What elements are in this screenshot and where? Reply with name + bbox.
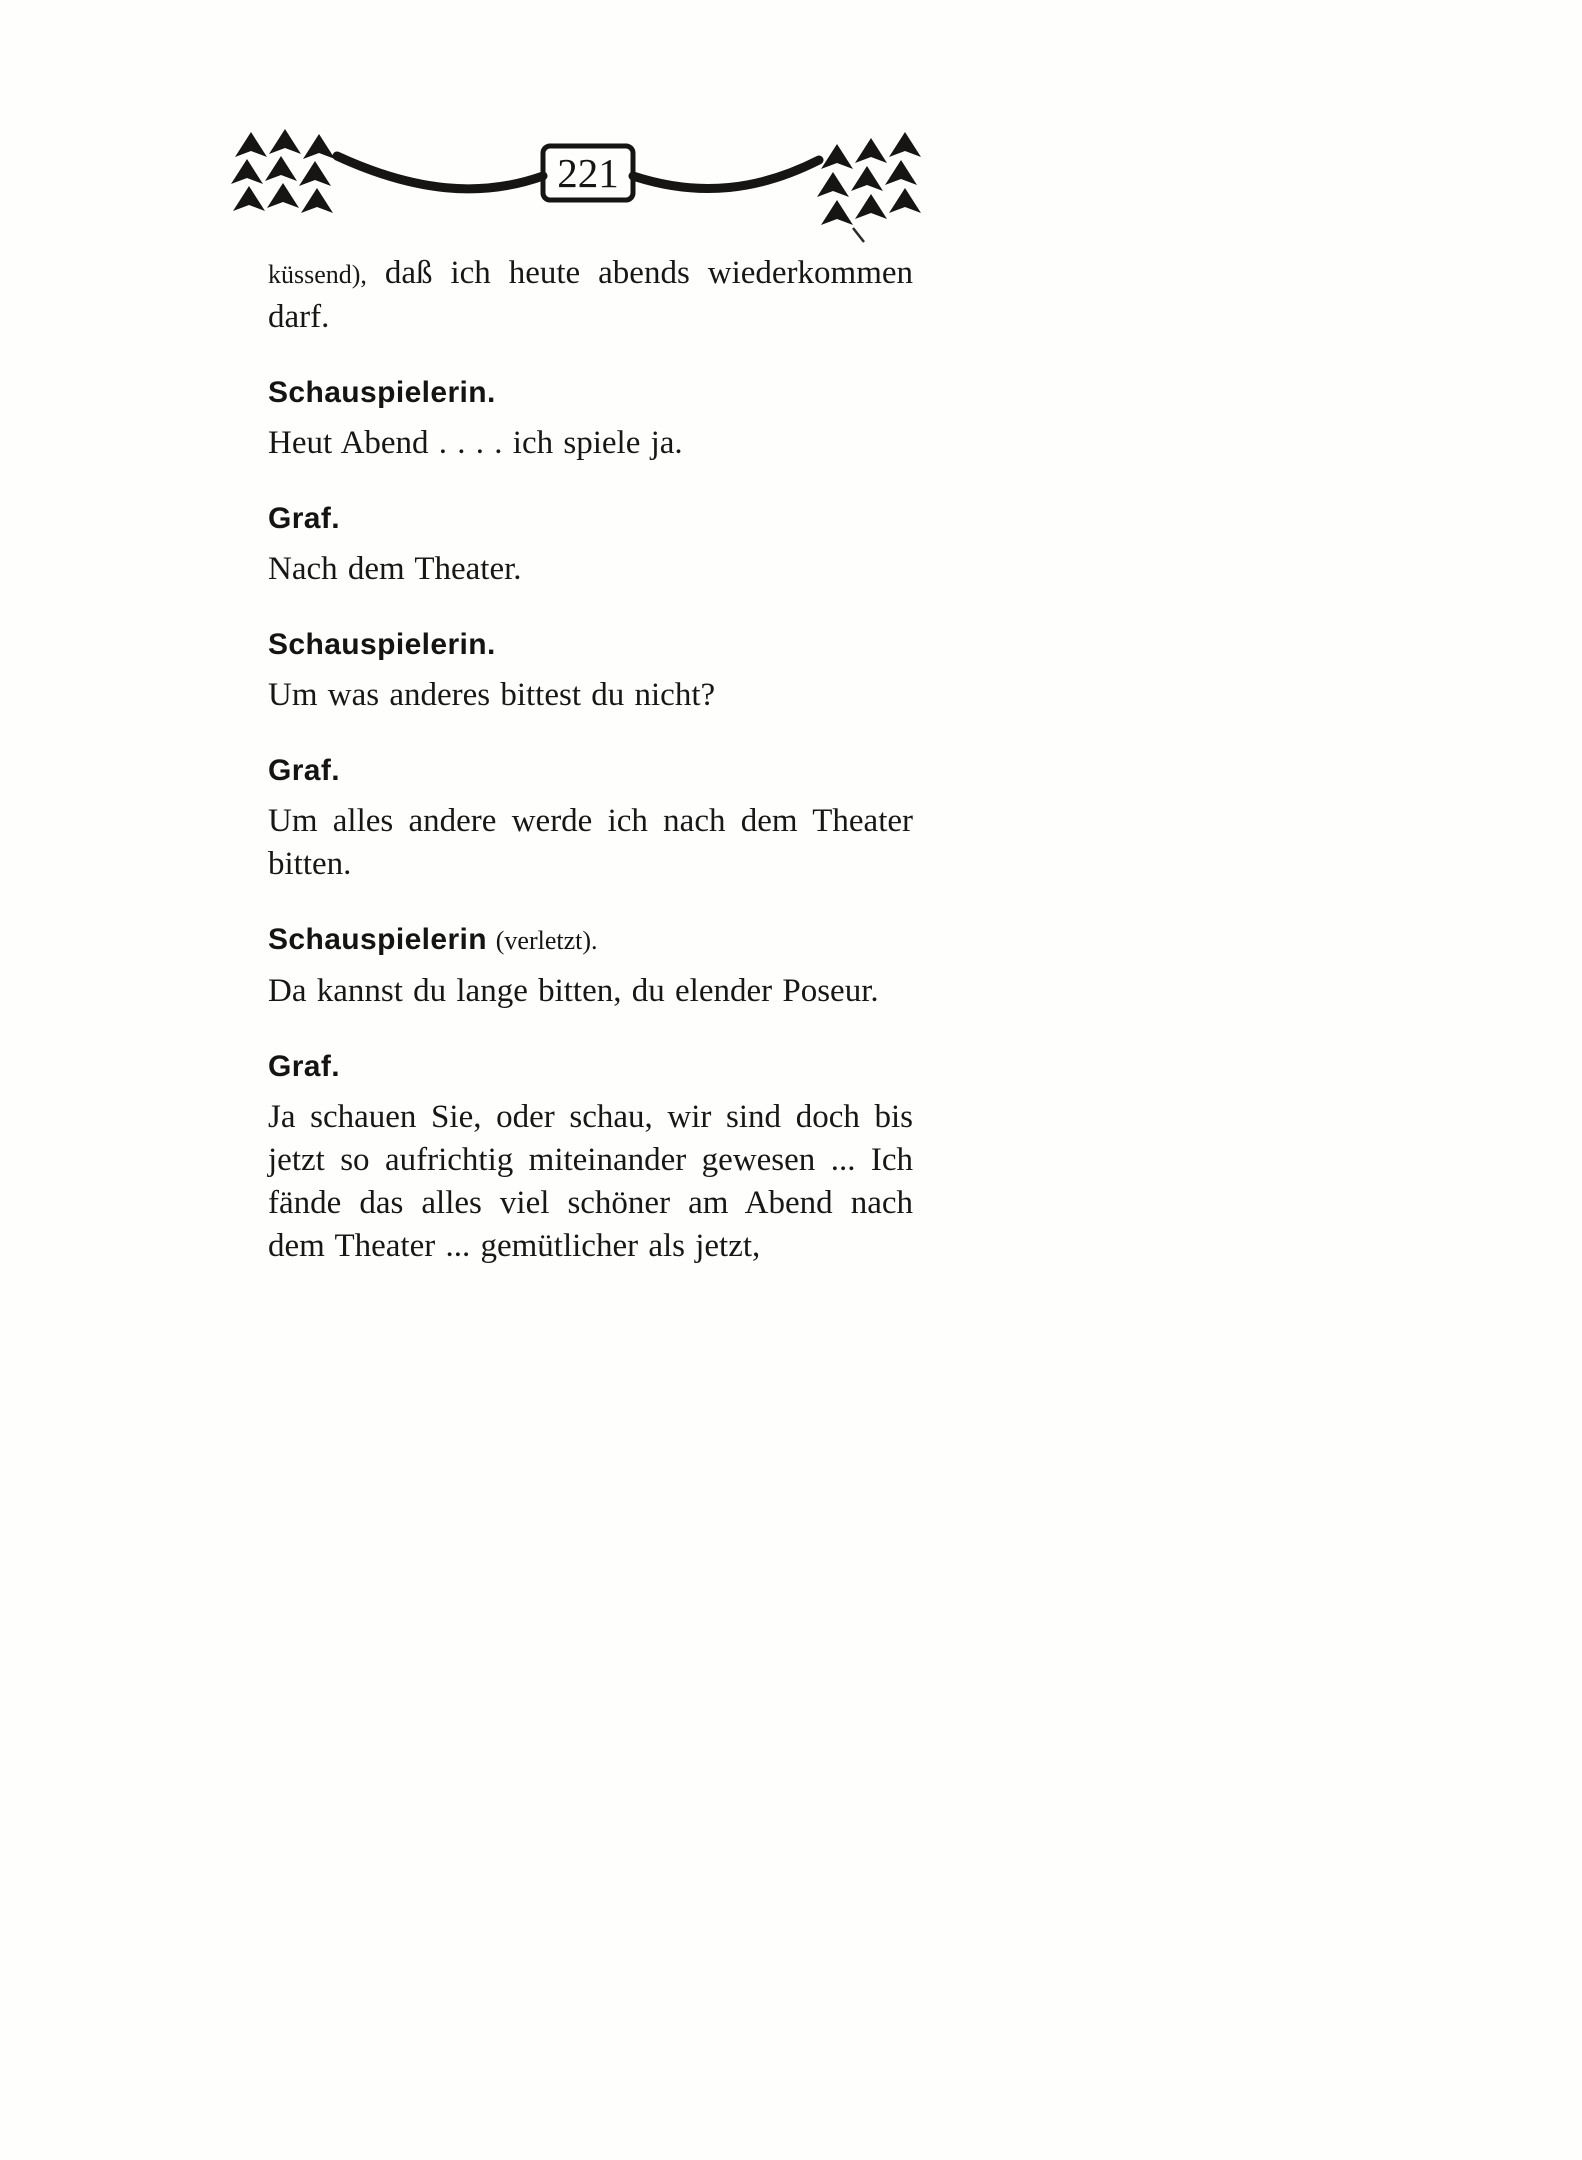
- dialogue-text: Um alles andere werde ich nach dem Theater bitten.: [268, 803, 913, 882]
- page-number: 221: [557, 150, 619, 196]
- ornament-swash-right: [633, 160, 819, 189]
- leaf-cluster-right-icon: [817, 132, 921, 225]
- ornament-swash-left: [337, 156, 543, 189]
- dialogue-text: Um was anderes bittest du nicht?: [268, 677, 716, 713]
- speaker-name: Schauspielerin.: [268, 376, 496, 409]
- speaker-name: Schauspielerin.: [268, 628, 496, 661]
- speaker-name: [268, 918, 913, 962]
- speech-block: [268, 918, 913, 1013]
- dialogue-text: daß ich heute abends wiederkommen darf.: [268, 255, 914, 335]
- speech-block: [268, 749, 913, 886]
- leaf-cluster-left-icon: [231, 129, 335, 213]
- dialogue-text: Ja schauen Sie, oder schau, wir sind doch bis jetzt so aufrichtig miteinander gewesen ... Ich fände das alles viel schöner am Abend nach dem Theater ... gemütlicher als jetzt,: [268, 1099, 913, 1264]
- dialogue-text: Da kannst du lange bitten, du elender Poseur.: [268, 973, 879, 1009]
- speech-block: [268, 371, 913, 465]
- speaker-name: Graf.: [268, 1050, 341, 1083]
- speech-block: [268, 497, 913, 591]
- dialogue-text: Nach dem Theater.: [268, 551, 522, 587]
- dialogue-text: Heut Abend . . . . ich spiele ja.: [268, 425, 683, 461]
- speech-block: [268, 623, 913, 717]
- speaker-name: Graf.: [268, 754, 341, 787]
- speech-block: [268, 1045, 913, 1268]
- speaker-name-text: Schauspielerin: [268, 923, 488, 956]
- page-text-column: [268, 252, 913, 1268]
- stray-scan-mark: [853, 228, 864, 242]
- stage-direction: (verletzt).: [495, 926, 598, 955]
- stage-direction-lead: küssend),: [268, 260, 367, 289]
- header-ornament: [225, 126, 929, 250]
- speaker-name: Graf.: [268, 502, 341, 535]
- dialogue-continuation: [268, 252, 913, 339]
